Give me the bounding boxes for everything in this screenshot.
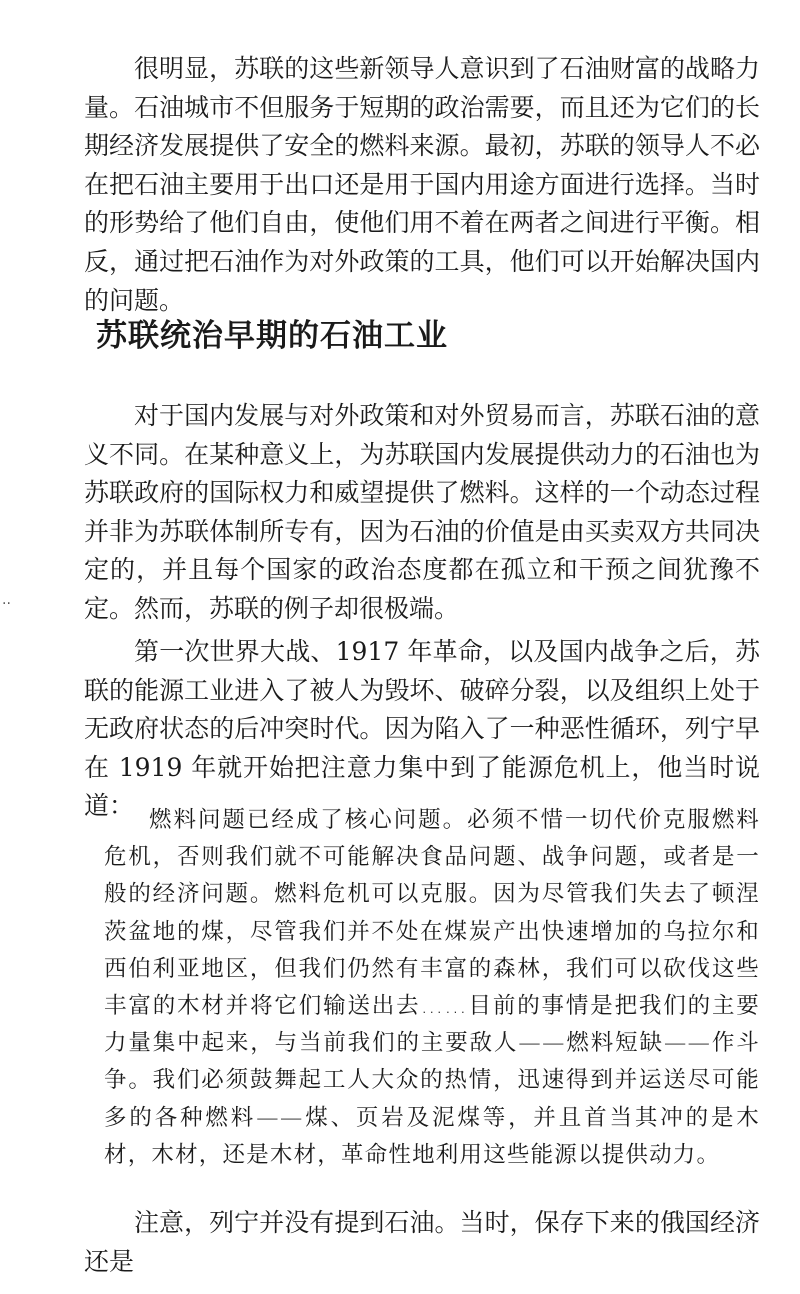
paragraph-1: 很明显，苏联的这些新领导人意识到了石油财富的战略力量。石油城市不但服务于短期的政治需要，而且还为它们的长期经济发展提供了安全的燃料来源。最初，苏联的领导人不必在把石油主要用于出口还是用于国内用途方面进行选择。当时的形势给了他们自由，使他们用不着在两者之间进行平衡。相反，通过把石油作为对外政策的工具，他们可以开始解决国内的问题。 xyxy=(84,54,760,315)
section-heading: 苏联统治早期的石油工业 xyxy=(96,318,448,354)
paragraph-2: 对于国内发展与对外政策和对外贸易而言，苏联石油的意义不同。在某种意义上，为苏联国内发展提供动力的石油也为苏联政府的国际权力和威望提供了燃料。这样的一个动态过程并非为苏联体制所专有，因为石油的价值是由买卖双方共同决定的，并且每个国家的政治态度都在孤立和干预之间犹豫不定。然而，苏联的例子却很极端。 xyxy=(84,401,760,623)
paragraph-4: 注意，列宁并没有提到石油。当时，保存下来的俄国经济还是 xyxy=(84,1208,760,1276)
margin-mark: ·· xyxy=(2,596,11,612)
paragraph-3: 第一次世界大战、1917 年革命，以及国内战争之后，苏联的能源工业进入了被人为毁坏、破碎分裂，以及组织上处于无政府状态的后冲突时代。因为陷入了一种恶性循环，列宁早在 1919 年就开始把注意力集中到了能源危机上，他当时说道： xyxy=(84,637,760,821)
lenin-quote: 燃料问题已经成了核心问题。必须不惜一切代价克服燃料危机，否则我们就不可能解决食品问题、战争问题，或者是一般的经济问题。燃料危机可以克服。因为尽管我们失去了顿涅茨盆地的煤，尽管我们并不处在煤炭产出快速增加的乌拉尔和西伯利亚地区，但我们仍然有丰富的森林，我们可以砍伐这些丰富的木材并将它们输送出去……目前的事情是把我们的主要力量集中起来，与当前我们的主要敌人——燃料短缺——作斗争。我们必须鼓舞起工人大众的热情，迅速得到并运送尽可能多的各种燃料——煤、页岩及泥煤等，并且首当其冲的是木材，木材，还是木材，革命性地利用这些能源以提供动力。 xyxy=(104,807,760,1168)
